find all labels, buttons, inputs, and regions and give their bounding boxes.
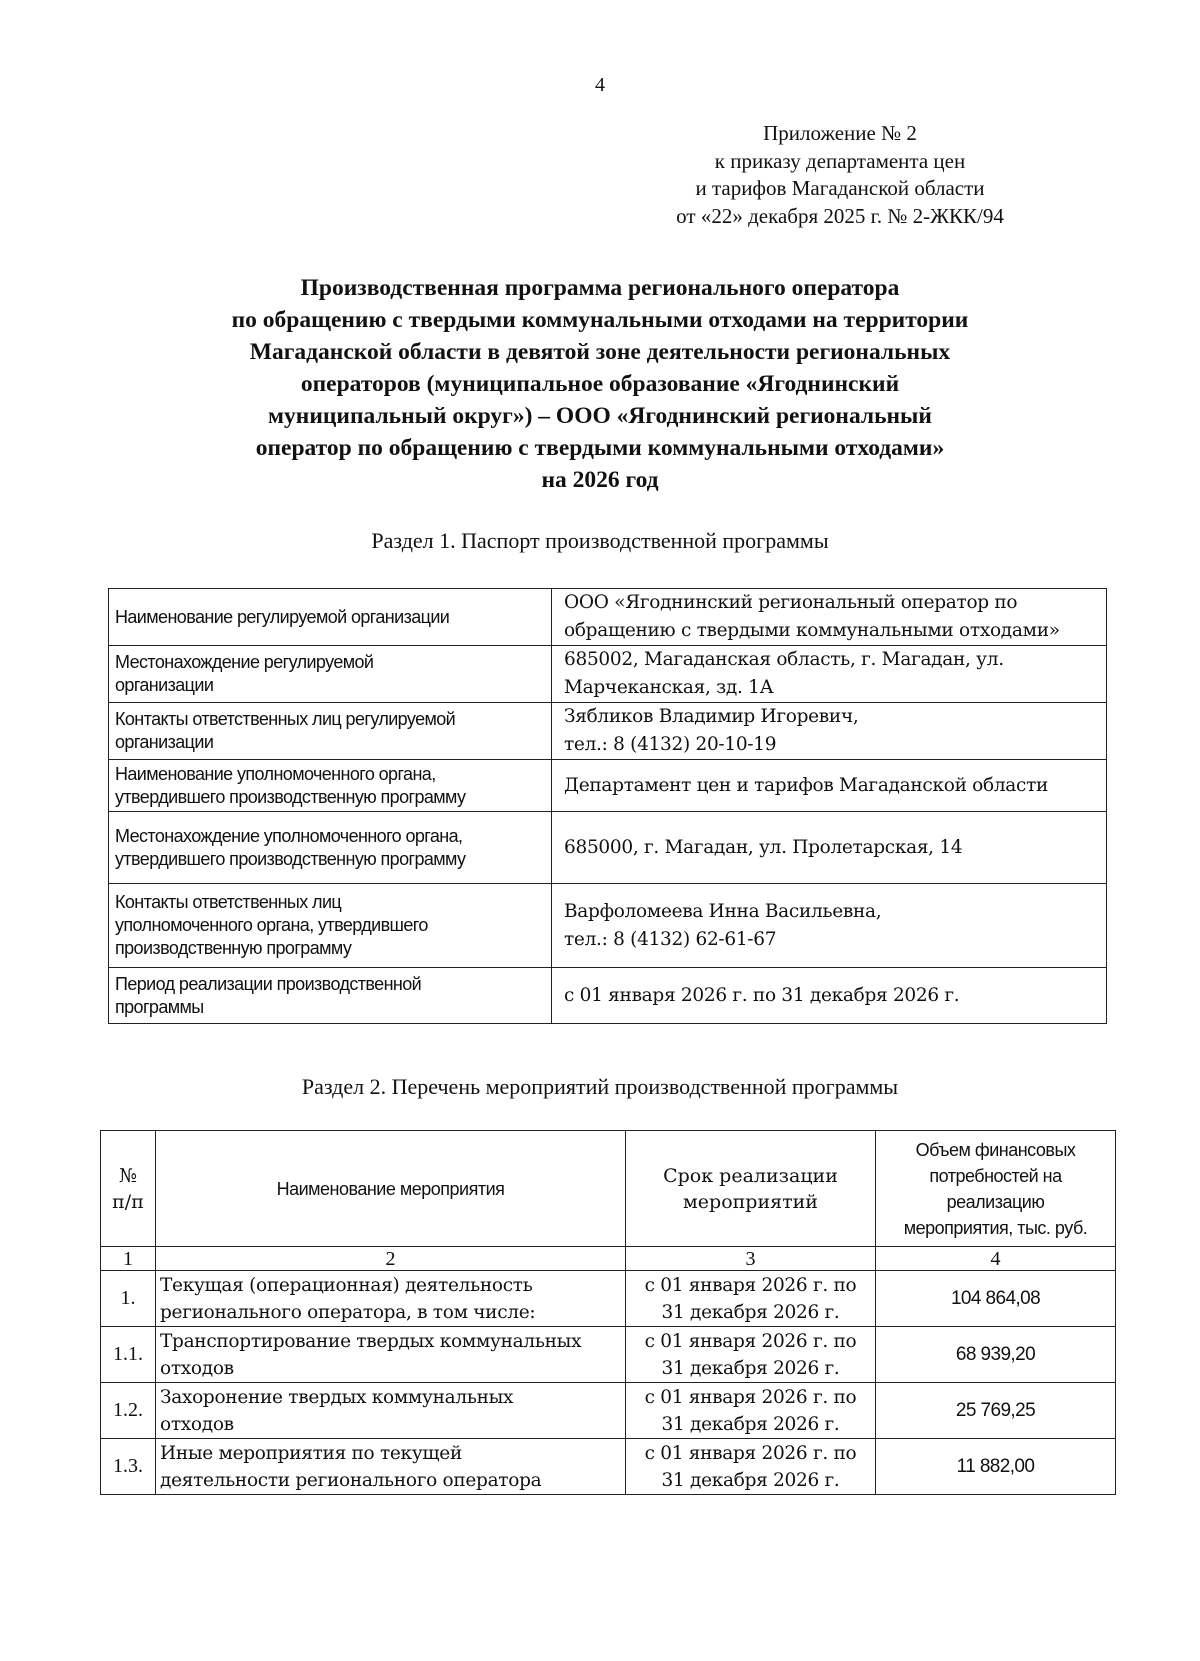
column-number: 3 bbox=[626, 1247, 876, 1271]
event-period bbox=[626, 1271, 876, 1327]
passport-value bbox=[552, 812, 1107, 884]
table-row bbox=[109, 646, 1107, 703]
header-cell-num bbox=[101, 1131, 156, 1247]
passport-value bbox=[552, 703, 1107, 760]
value-line: Департамент цен и тарифов Магаданской области bbox=[564, 774, 1049, 796]
row-number: 1.3. bbox=[101, 1439, 156, 1495]
label-line: Наименование уполномоченного органа, bbox=[115, 763, 436, 784]
table-row bbox=[109, 812, 1107, 884]
table-row bbox=[109, 760, 1107, 812]
passport-value bbox=[552, 589, 1107, 646]
name-line: Текущая (операционная) деятельность bbox=[160, 1274, 533, 1296]
header-row bbox=[101, 1131, 1116, 1247]
passport-label bbox=[109, 884, 552, 968]
header-line: реализацию bbox=[946, 1191, 1045, 1212]
header-line: потребностей на bbox=[929, 1165, 1062, 1186]
label-line: производственную программу bbox=[115, 938, 352, 958]
header-line: мероприятия, тыс. руб. bbox=[903, 1217, 1088, 1238]
passport-table bbox=[108, 588, 1107, 1024]
label-line: Местонахождение уполномоченного органа, bbox=[115, 825, 463, 846]
period-line: 31 декабря 2026 г. bbox=[661, 1301, 840, 1323]
value-line: ООО «Ягоднинский региональный оператор по bbox=[564, 592, 1018, 613]
events-table bbox=[100, 1130, 1116, 1495]
document-title bbox=[60, 272, 1140, 496]
header-line: мероприятий bbox=[683, 1190, 818, 1213]
row-number: 1.2. bbox=[101, 1383, 156, 1439]
label-line: утвердившего производственную программу bbox=[115, 848, 466, 869]
row-number: 1.1. bbox=[101, 1327, 156, 1383]
value-line: 685000, г. Магадан, ул. Пролетарская, 14 bbox=[564, 836, 963, 858]
event-name bbox=[156, 1327, 626, 1383]
appendix-reference bbox=[560, 120, 1120, 230]
column-number: 2 bbox=[156, 1247, 626, 1271]
value-line: Варфоломеева Инна Васильевна, bbox=[564, 900, 882, 922]
row-number: 1. bbox=[101, 1271, 156, 1327]
label-line: Наименование регулируемой организации bbox=[115, 606, 450, 627]
appendix-line: и тарифов Магаданской области bbox=[695, 176, 985, 200]
table-row bbox=[101, 1383, 1116, 1439]
table-row bbox=[101, 1439, 1116, 1495]
event-name bbox=[156, 1439, 626, 1495]
name-line: Транспортирование твердых коммунальных bbox=[160, 1330, 582, 1352]
table-row bbox=[109, 884, 1107, 968]
label-line: организации bbox=[115, 675, 214, 695]
appendix-line: Приложение № 2 bbox=[763, 121, 917, 145]
column-number: 4 bbox=[876, 1247, 1116, 1271]
name-line: отходов bbox=[160, 1413, 234, 1435]
passport-value bbox=[552, 760, 1107, 812]
period-line: 31 декабря 2026 г. bbox=[661, 1357, 840, 1379]
value-line: тел.: 8 (4132) 62-61-67 bbox=[564, 928, 777, 950]
label-line: утвердившего производственную программу bbox=[115, 786, 466, 807]
passport-label bbox=[109, 968, 552, 1024]
passport-value bbox=[552, 646, 1107, 703]
period-line: с 01 января 2026 г. по bbox=[644, 1274, 857, 1296]
section2-heading: Раздел 2. Перечень мероприятий производственной программы bbox=[301, 1074, 899, 1099]
passport-label bbox=[109, 703, 552, 760]
page-number: 4 bbox=[595, 74, 605, 96]
header-line: № bbox=[119, 1164, 137, 1187]
passport-label bbox=[109, 812, 552, 884]
table-row bbox=[109, 703, 1107, 760]
header-line: Срок реализации bbox=[663, 1164, 838, 1187]
event-amount: 11 882,00 bbox=[876, 1439, 1116, 1495]
event-name bbox=[156, 1383, 626, 1439]
table-row bbox=[101, 1271, 1116, 1327]
label-line: организации bbox=[115, 732, 214, 752]
header-line: п/п bbox=[112, 1190, 144, 1213]
header-line: Объем финансовых bbox=[915, 1139, 1076, 1160]
title-line: Магаданской области в девятой зоне деятельности региональных bbox=[249, 339, 951, 365]
label-line: Период реализации производственной bbox=[115, 973, 422, 994]
title-line: операторов (муниципальное образование «Ягоднинский bbox=[300, 371, 900, 397]
period-line: 31 декабря 2026 г. bbox=[661, 1413, 840, 1435]
table-row bbox=[109, 589, 1107, 646]
period-line: с 01 января 2026 г. по bbox=[644, 1442, 857, 1464]
section1-heading: Раздел 1. Паспорт производственной программы bbox=[371, 528, 829, 553]
label-line: Местонахождение регулируемой bbox=[115, 652, 374, 672]
event-period bbox=[626, 1439, 876, 1495]
label-line: Контакты ответственных лиц регулируемой bbox=[115, 709, 456, 729]
value-line: с 01 января 2026 г. по 31 декабря 2026 г. bbox=[564, 984, 960, 1006]
header-cell-name bbox=[156, 1131, 626, 1247]
event-period bbox=[626, 1383, 876, 1439]
name-line: деятельности регионального оператора bbox=[160, 1469, 542, 1491]
passport-label bbox=[109, 760, 552, 812]
title-line: оператор по обращению с твердыми коммунальными отходами» bbox=[255, 435, 945, 461]
event-name bbox=[156, 1271, 626, 1327]
title-line: Производственная программа регионального оператора bbox=[300, 275, 900, 301]
event-amount: 25 769,25 bbox=[876, 1383, 1116, 1439]
header-cell-period bbox=[626, 1131, 876, 1247]
table-row bbox=[101, 1327, 1116, 1383]
label-line: Контакты ответственных лиц bbox=[115, 892, 342, 912]
name-line: Захоронение твердых коммунальных bbox=[160, 1386, 514, 1408]
passport-label bbox=[109, 589, 552, 646]
appendix-line: к приказу департамента цен bbox=[714, 148, 966, 173]
event-amount: 68 939,20 bbox=[876, 1327, 1116, 1383]
label-line: программы bbox=[115, 996, 204, 1017]
header-cell-amount bbox=[876, 1131, 1116, 1247]
passport-value bbox=[552, 884, 1107, 968]
event-period bbox=[626, 1327, 876, 1383]
period-line: 31 декабря 2026 г. bbox=[661, 1469, 840, 1491]
appendix-line: от «22» декабря 2025 г. № 2-ЖКК/94 bbox=[676, 203, 1004, 228]
value-line: 685002, Магаданская область, г. Магадан, ул. bbox=[564, 649, 1004, 670]
period-line: с 01 января 2026 г. по bbox=[644, 1386, 857, 1408]
table-row bbox=[109, 968, 1107, 1024]
value-line: Зябликов Владимир Игоревич, bbox=[564, 706, 859, 727]
name-line: отходов bbox=[160, 1357, 234, 1379]
value-line: обращению с твердыми коммунальными отходами» bbox=[564, 620, 1060, 641]
header-line: Наименование мероприятия bbox=[276, 1178, 505, 1199]
title-line: муниципальный округ») – ООО «Ягоднинский региональный bbox=[268, 403, 932, 429]
column-number: 1 bbox=[101, 1247, 156, 1271]
column-number-row bbox=[101, 1247, 1116, 1271]
name-line: регионального оператора, в том числе: bbox=[160, 1301, 536, 1323]
name-line: Иные мероприятия по текущей bbox=[160, 1442, 462, 1464]
period-line: с 01 января 2026 г. по bbox=[644, 1330, 857, 1352]
passport-label bbox=[109, 646, 552, 703]
label-line: уполномоченного органа, утвердившего bbox=[115, 915, 428, 935]
passport-value bbox=[552, 968, 1107, 1024]
value-line: Марчеканская, зд. 1А bbox=[564, 677, 774, 698]
title-line: по обращению с твердыми коммунальными отходами на территории bbox=[231, 307, 969, 333]
value-line: тел.: 8 (4132) 20-10-19 bbox=[564, 734, 777, 755]
event-amount: 104 864,08 bbox=[876, 1271, 1116, 1327]
title-line: на 2026 год bbox=[541, 467, 659, 493]
